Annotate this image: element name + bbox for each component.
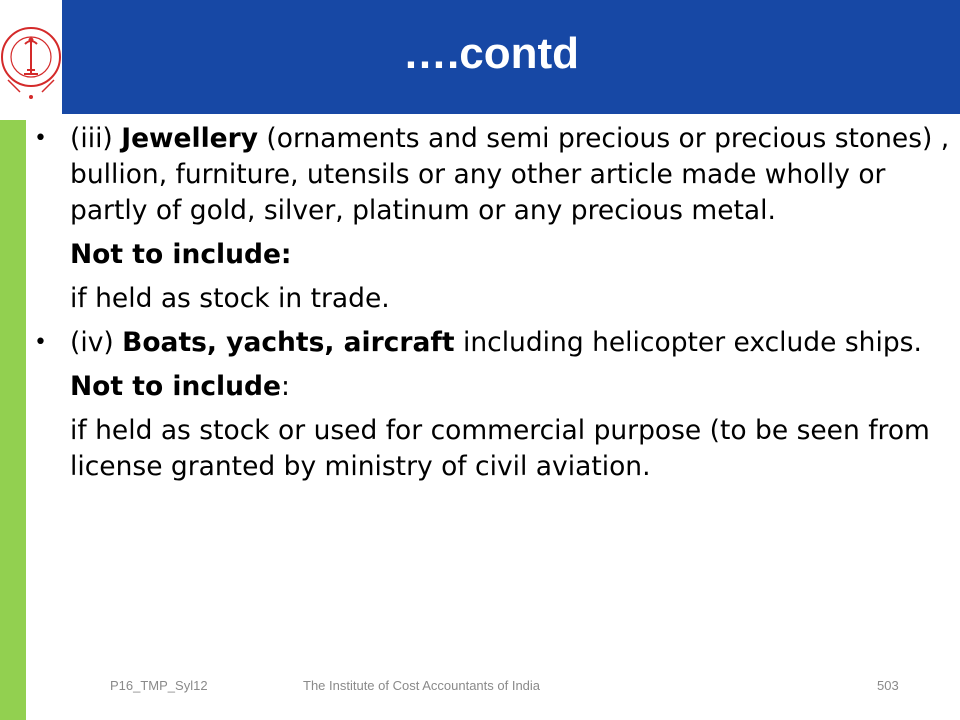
not-include-label: Not to include: xyxy=(70,239,292,270)
bullet-icon: • xyxy=(34,126,47,151)
side-accent-bar xyxy=(0,120,26,720)
item-description: (ornaments and semi precious or precious stones) , bullion, furniture, utensils or any other article made wholly or partly of gold, silver, platinum or any precious metal. xyxy=(70,123,950,226)
title-bar xyxy=(62,0,960,114)
institute-logo xyxy=(0,0,62,114)
item-bold-term: Boats, yachts, aircraft xyxy=(122,327,455,358)
bullet-icon: • xyxy=(34,330,47,355)
slide-title: ….contd xyxy=(403,29,579,78)
item-prefix: (iii) xyxy=(70,123,122,154)
item-bold-term: Jewellery xyxy=(121,123,258,154)
not-include-text: if held as stock or used for commercial purpose (to be seen from license granted by ministry of civil aviation. xyxy=(70,415,930,482)
slide-content xyxy=(30,121,955,485)
footer-page-number: 503 xyxy=(877,678,899,693)
footer-institute-name: The Institute of Cost Accountants of India xyxy=(303,678,541,693)
bullet-item-jewellery xyxy=(30,121,955,229)
not-include-text: if held as stock in trade. xyxy=(70,283,390,314)
bullet-item-boats xyxy=(30,325,955,361)
not-include-heading xyxy=(30,237,955,273)
item-prefix: (iv) xyxy=(70,327,123,358)
item-description: including helicopter exclude ships. xyxy=(454,327,922,358)
not-include-heading xyxy=(30,369,955,405)
footer-course-code: P16_TMP_Syl12 xyxy=(110,678,208,693)
not-include-label: Not to include xyxy=(70,371,281,402)
not-include-colon: : xyxy=(280,371,290,402)
